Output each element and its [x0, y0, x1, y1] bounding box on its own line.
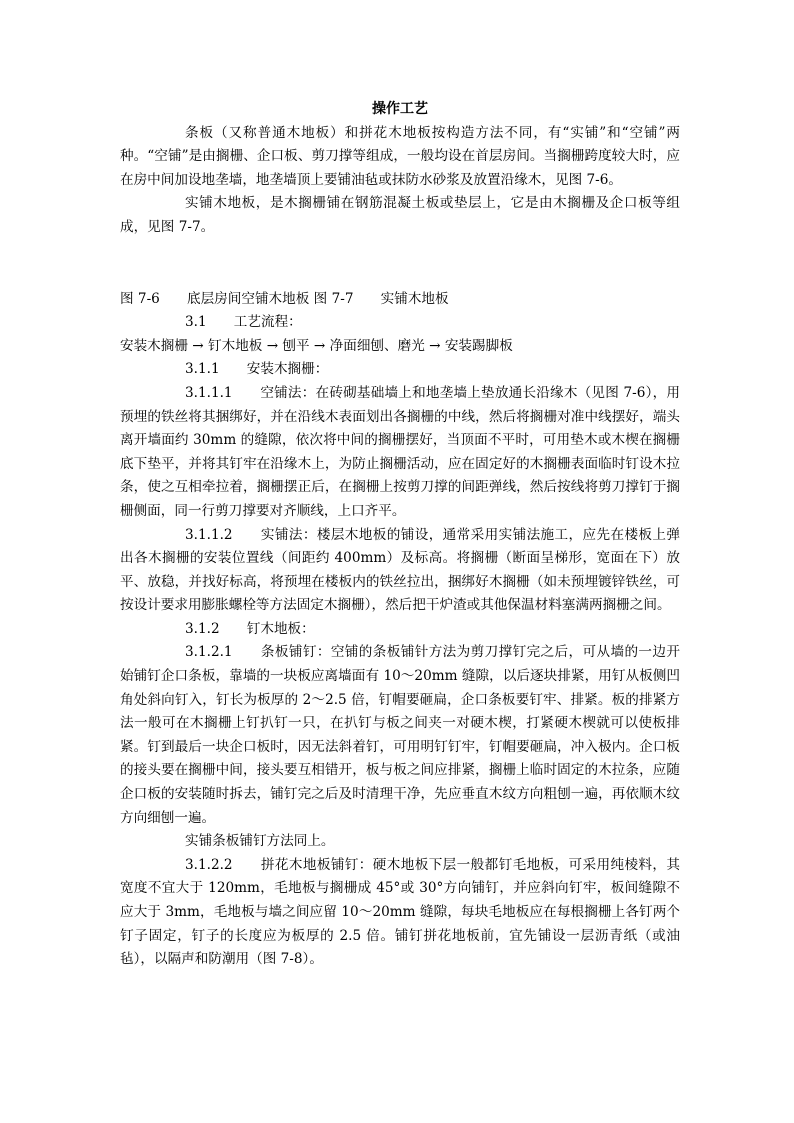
- section-heading-3-1: 3.1 工艺流程：: [185, 314, 302, 331]
- intro-paragraph-1: 条板（又称普通木地板）和拼花木地板按构造方法不同，有“实铺”和“空铺”两种。“空铺”是由搁栅、企口板、剪刀撑等组成，一般均设在首层房间。当搁栅跨度较大时，应在房中间加设地垄墙，地垄墙顶上要铺油毡或抹防水砂浆及放置沿缘木，见图 7-6。: [120, 124, 680, 188]
- figure-space: [120, 240, 680, 288]
- figure-caption: 图 7-6 底层房间空铺木地板 图 7-7 实铺木地板: [120, 290, 449, 307]
- paragraph-3-1-1-2: 3.1.1.2 实铺法：楼层木地板的铺设，通常采用实铺法施工，应先在楼板上弹出各木搁栅的安装位置线（间距约 400mm）及标高。将搁栅（断面呈梯形，宽面在下）放平、放稳，并找好标高，将预埋在楼板内的铁丝拉出，捆绑好木搁栅（如未预埋镀锌铁丝，可按设计要求用膨胀螺栓等方法固定木搁栅），然后把干炉渣或其他保温材料塞满两搁栅之间。: [120, 526, 680, 614]
- section-heading-3-1-1: 3.1.1 安装木搁栅：: [185, 361, 329, 378]
- process-flow: 安装木搁栅 → 钉木地板 → 刨平 → 净面细刨、磨光 → 安装踢脚板: [120, 337, 513, 354]
- paragraph-3-1-2-2: 3.1.2.2 拼花木地板铺钉：硬木地板下层一般都钉毛地板，可采用纯棱料，其宽度不宜大于 120mm，毛地板与搁栅成 45°或 30°方向铺钉，并应斜向钉牢，板间缝隙不应大于 3mm，毛地板与墙之间应留 10～20mm 缝隙，每块毛地板应在每根搁栅上各钉两个钉子固定，钉子的长度应为板厚的 2.5 倍。铺钉拼花地板前，宜先铺设一层沥青纸（或油毡），以隔声和防潮用（图 7-8）。: [120, 856, 680, 968]
- paragraph-solid-board: 实铺条板铺钉方法同上。: [185, 833, 335, 850]
- intro-paragraph-2: 实铺木地板，是木搁栅铺在钢筋混凝土板或垫层上，它是由木搁栅及企口板等组成，见图 7-7。: [120, 195, 680, 235]
- document-page: [120, 98, 680, 972]
- page-title: 操作工艺: [372, 101, 428, 117]
- paragraph-3-1-2-1: 3.1.2.1 条板铺钉：空铺的条板铺针方法为剪刀撑钉完之后，可从墙的一边开始铺钉企口条板，靠墙的一块板应离墙面有 10～20mm 缝隙，以后逐块排紧，用钉从板侧凹角处斜向钉入，钉长为板厚的 2～2.5 倍，钉帽要砸扁，企口条板要钉牢、排紧。板的排紧方法一般可在木搁栅上钉扒钉一只，在扒钉与板之间夹一对硬木楔，打紧硬木楔就可以使板排紧。钉到最后一块企口板时，因无法斜着钉，可用明钉钉牢，钉帽要砸扁，冲入极内。企口板的接头要在搁栅中间，接头要互相错开，板与板之间应排紧，搁栅上临时固定的木拉条，应随企口板的安装随时拆去，铺钉完之后及时清理干净，先应垂直木纹方向粗刨一遍，再依顺木纹方向细刨一遍。: [120, 644, 680, 826]
- paragraph-3-1-1-1: 3.1.1.1 空铺法：在砖砌基础墙上和地垄墙上垫放通长沿缘木（见图 7-6），用预埋的铁丝将其捆绑好，并在沿线木表面划出各搁栅的中线，然后将搁栅对准中线摆好，端头离开墙面约 30mm 的缝隙，依次将中间的搁栅摆好，当顶面不平时，可用垫木或木楔在搁栅底下垫平，并将其钉牢在沿缘木上，为防止搁栅活动，应在固定好的木搁栅表面临时钉设木拉条，使之互相牵拉着，搁栅摆正后，在搁栅上按剪刀撑的间距弹线，然后按线将剪刀撑钉于搁栅侧面，同一行剪刀撑要对齐顺线，上口齐平。: [120, 384, 680, 519]
- section-heading-3-1-2: 3.1.2 钉木地板：: [185, 620, 315, 637]
